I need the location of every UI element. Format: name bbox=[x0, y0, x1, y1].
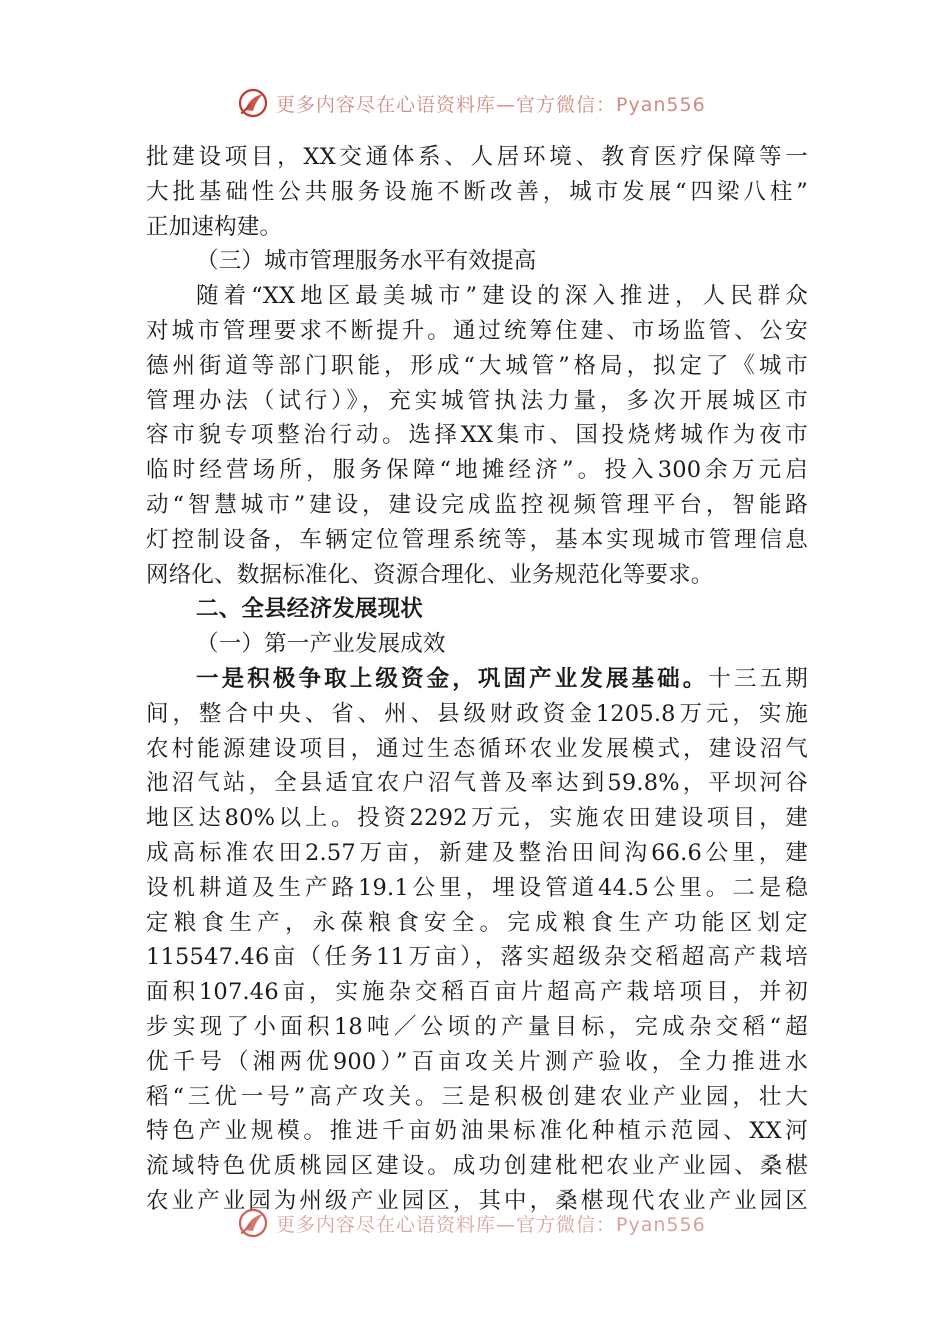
watermark-logo-icon bbox=[236, 1206, 270, 1240]
section-subheading: （一）第一产业发展成效 bbox=[196, 631, 446, 658]
body-line: 对城市管理要求不断提升。通过统筹住建、市场监管、公安 bbox=[146, 317, 808, 344]
body-line: 容市貌专项整治行动。选择XX集市、国投烧烤城作为夜市 bbox=[146, 422, 808, 449]
body-line: 定粮食生产，永葆粮食安全。完成粮食生产功能区划定 bbox=[146, 909, 808, 936]
body-line: 农业产业园为州级产业园区，其中，桑椹现代农业产业园区 bbox=[146, 1187, 808, 1214]
body-line: 稻“三优一号”高产攻关。三是积极创建农业产业园，壮大 bbox=[146, 1083, 808, 1110]
body-line: 池沼气站，全县适宜农户沼气普及率达到59.8%，平坝河谷 bbox=[146, 770, 808, 797]
section-heading: 二、全县经济发展现状 bbox=[196, 596, 424, 623]
body-line: 间，整合中央、省、州、县级财政资金1205.8万元，实施 bbox=[146, 700, 808, 727]
watermark-header bbox=[236, 86, 706, 120]
body-line bbox=[146, 662, 808, 697]
body-line: 面积107.46亩，实施杂交稻百亩片超高产栽培项目，并初 bbox=[146, 979, 808, 1006]
watermark-logo-icon bbox=[236, 86, 270, 120]
body-line: 德州街道等部门职能，形成“大城管”格局，拟定了《城市 bbox=[146, 352, 808, 379]
body-line: 115547.46亩（任务11万亩），落实超级杂交稻超高产栽培 bbox=[146, 944, 808, 971]
body-line: 成高标准农田2.57万亩，新建及整治田间沟66.6公里，建 bbox=[146, 839, 808, 866]
body-line: 流域特色优质桃园区建设。成功创建枇杷农业产业园、桑椹 bbox=[146, 1153, 808, 1180]
body-line: 步实现了小面积18吨／公顷的产量目标，完成杂交稻“超 bbox=[146, 1013, 808, 1040]
body-line-text: 十三五期 bbox=[708, 665, 808, 692]
body-line: 临时经营场所，服务保障“地摊经济”。投入300余万元启 bbox=[146, 457, 808, 484]
watermark-text: 更多内容尽在心语资料库—官方微信：Pyan556 bbox=[276, 1213, 706, 1236]
watermark-footer bbox=[236, 1206, 706, 1240]
body-line: 正加速构建。 bbox=[146, 213, 283, 240]
body-line: 地区达80%以上。投资2292万元，实施农田建设项目，建 bbox=[146, 805, 808, 832]
body-line: 动“智慧城市”建设，建设完成监控视频管理平台，智能路 bbox=[146, 491, 808, 518]
body-line: 网络化、数据标准化、资源合理化、业务规范化等要求。 bbox=[146, 561, 714, 588]
body-line: 管理办法（试行）》，充实城管执法力量，多次开展城区市 bbox=[146, 387, 808, 414]
body-line: 优千号（湘两优900）”百亩攻关片测产验收，全力推进水 bbox=[146, 1048, 808, 1075]
section-subheading: （三）城市管理服务水平有效提高 bbox=[196, 248, 537, 275]
body-line: 农村能源建设项目，通过生态循环农业发展模式，建设沼气 bbox=[146, 735, 808, 762]
body-line: 随着“XX地区最美城市”建设的深入推进，人民群众 bbox=[196, 283, 808, 310]
body-line: 大批基础性公共服务设施不断改善，城市发展“四梁八柱” bbox=[146, 178, 808, 205]
body-line: 批建设项目，XX交通体系、人居环境、教育医疗保障等一 bbox=[146, 144, 808, 170]
body-line: 灯控制设备，车辆定位管理系统等，基本实现城市管理信息 bbox=[146, 526, 808, 553]
body-line: 特色产业规模。推进千亩奶油果标准化种植示范园、XX河 bbox=[146, 1118, 808, 1145]
document-body bbox=[146, 140, 808, 1219]
watermark-text: 更多内容尽在心语资料库—官方微信：Pyan556 bbox=[276, 93, 706, 116]
bold-lead-text: 一是积极争取上级资金，巩固产业发展基础。 bbox=[196, 665, 709, 692]
body-line: 设机耕道及生产路19.1公里，埋设管道44.5公里。二是稳 bbox=[146, 874, 808, 901]
